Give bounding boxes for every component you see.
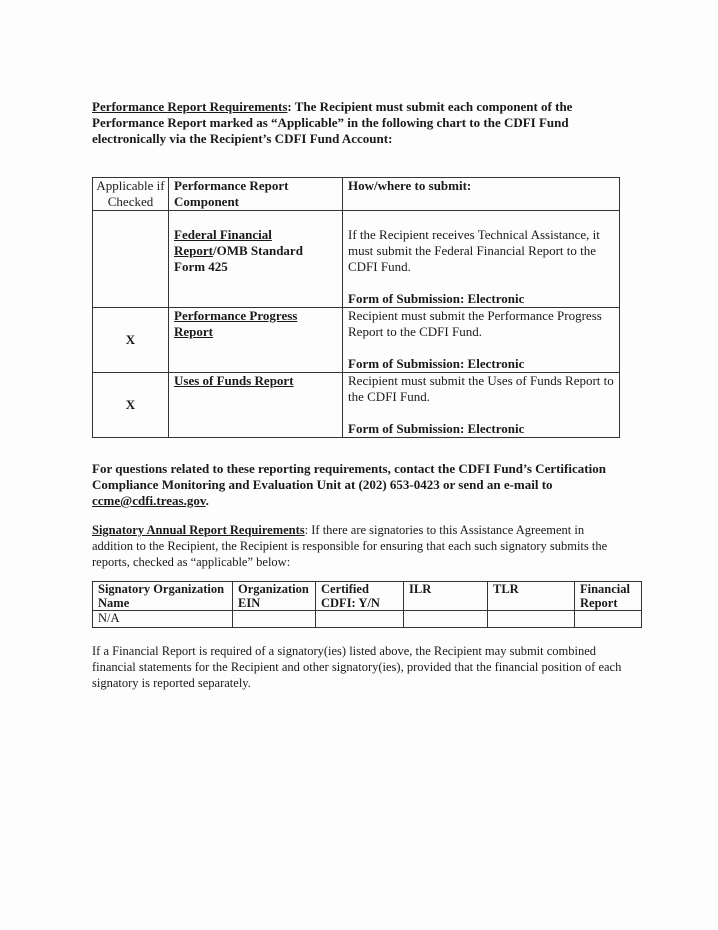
- header-cell: How/where to submit:: [343, 178, 620, 211]
- table-cell: [233, 611, 316, 628]
- contact-end: .: [205, 493, 209, 508]
- header-cell: ILR: [404, 582, 488, 611]
- form-of-submission: Form of Submission: Electronic: [348, 291, 525, 306]
- table-cell: [575, 611, 642, 628]
- header-cell: TLR: [488, 582, 575, 611]
- header-cell: Performance Report Component: [169, 178, 343, 211]
- table-row: [93, 373, 620, 438]
- form-of-submission: Form of Submission: Electronic: [348, 421, 525, 436]
- how-to-submit: If the Recipient receives Technical Assistance, it must submit the Federal Financial Report to the CDFI Fund.: [348, 227, 600, 274]
- table-header-row: [93, 582, 642, 611]
- table-row: [93, 611, 642, 628]
- table-row: [93, 211, 620, 308]
- header-cell: Organization EIN: [233, 582, 316, 611]
- component-name: Performance Progress Report: [174, 308, 298, 339]
- table-cell: [316, 611, 404, 628]
- contact-text: For questions related to these reporting requirements, contact the CDFI Fund’s Certification Compliance Monitoring and Evaluation Unit at (202) 653-0423 or send an e-mail to: [92, 461, 606, 492]
- section-heading: Signatory Annual Report Requirements: [92, 523, 305, 537]
- contact-paragraph: [92, 461, 622, 509]
- paragraph-text: : If there are signatories to this Assistance Agreement in addition to the Recipient, the Recipient is responsible for ensuring that each such signatory submits the reports, checked as “applicable” below:: [92, 523, 608, 569]
- form-of-submission: Form of Submission: Electronic: [348, 356, 525, 371]
- performance-report-table: [92, 177, 620, 438]
- header-cell: Signatory Organization Name: [93, 582, 233, 611]
- table-row: [93, 308, 620, 373]
- applicable-cell: X: [93, 308, 169, 373]
- applicable-cell: [93, 211, 169, 308]
- header-cell: Applicable if Checked: [93, 178, 169, 211]
- paragraph-text: : The Recipient must submit each component of the Performance Report marked as “Applicable” in the following chart to the CDFI Fund electronically via the Recipient’s CDFI Fund Account:: [92, 99, 573, 146]
- how-to-submit: Recipient must submit the Performance Progress Report to the CDFI Fund.: [348, 308, 602, 339]
- performance-report-requirements-paragraph: [92, 99, 622, 147]
- table-cell: N/A: [93, 611, 233, 628]
- header-cell: Financial Report: [575, 582, 642, 611]
- signatory-paragraph: [92, 522, 622, 570]
- applicable-cell: X: [93, 373, 169, 438]
- component-name: Uses of Funds Report: [174, 373, 294, 388]
- component-name: Federal Financial Report: [174, 227, 272, 258]
- table-cell: [404, 611, 488, 628]
- footer-paragraph: If a Financial Report is required of a signatory(ies) listed above, the Recipient may submit combined financial statements for the Recipient and other signatory(ies), provided that the financial position of each signatory is reported separately.: [92, 644, 622, 690]
- signatory-table: [92, 581, 642, 628]
- how-to-submit: Recipient must submit the Uses of Funds Report to the CDFI Fund.: [348, 373, 614, 404]
- header-cell: Certified CDFI: Y/N: [316, 582, 404, 611]
- email-link[interactable]: ccme@cdfi.treas.gov: [92, 493, 206, 508]
- table-header-row: [93, 178, 620, 211]
- table-cell: [488, 611, 575, 628]
- component-name-suffix: /OMB Standard Form 425: [174, 243, 303, 274]
- section-heading: Performance Report Requirements: [92, 99, 288, 114]
